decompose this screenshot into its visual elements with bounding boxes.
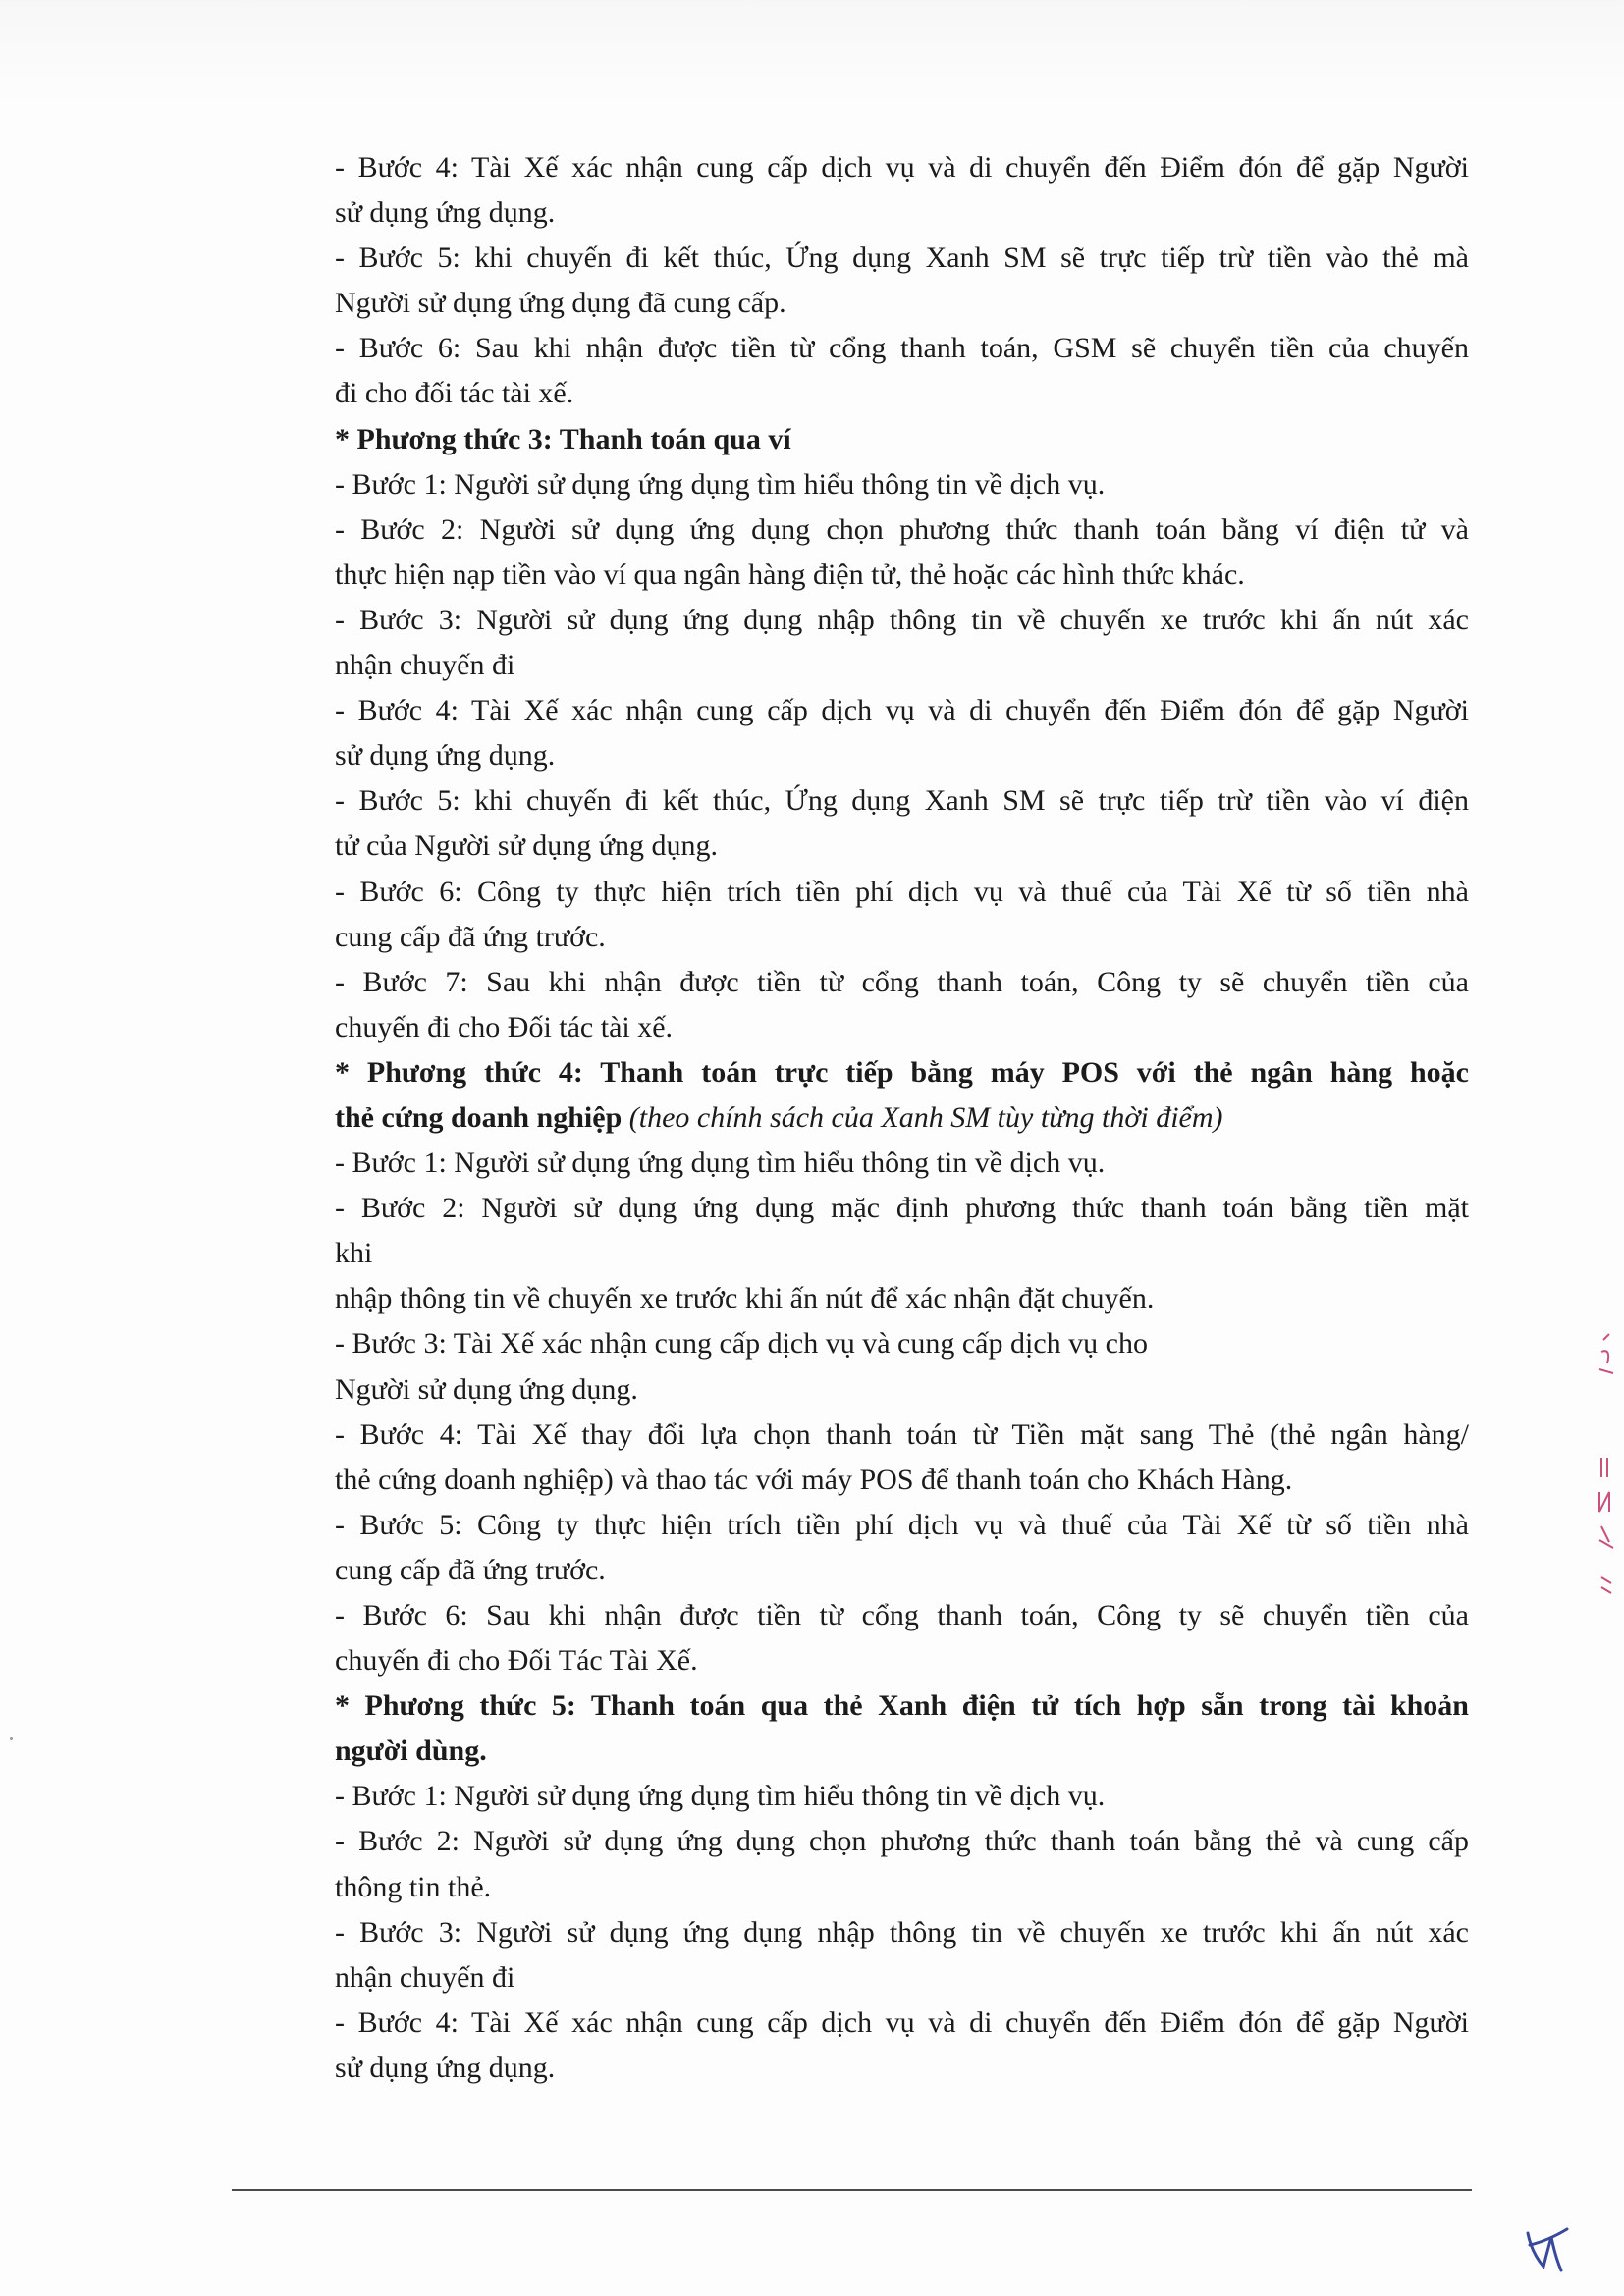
footer-rule: [232, 2189, 1472, 2191]
text-line: - Bước 4: Tài Xế xác nhận cung cấp dịch vụ và di chuyển đến Điểm đón để gặp Người: [335, 694, 1469, 727]
text-line: - Bước 6: Công ty thực hiện trích tiền phí dịch vụ và thuế của Tài Xế từ số tiền nhà: [335, 875, 1469, 908]
text-line: sử dụng ứng dụng.: [335, 196, 556, 230]
text-line: sử dụng ứng dụng.: [335, 2051, 556, 2084]
text-line: nhập thông tin về chuyến xe trước khi ấn nút để xác nhận đặt chuyến.: [335, 1282, 1155, 1315]
text-line: - Bước 3: Tài Xế xác nhận cung cấp dịch vụ và cung cấp dịch vụ cho: [335, 1327, 1148, 1361]
section-heading-method-4-cont: [335, 1095, 1469, 1141]
text-line: khi: [335, 1237, 373, 1270]
text-line: - Bước 5: khi chuyến đi kết thúc, Ứng dụng Xanh SM sẽ trực tiếp trừ tiền vào thẻ mà: [335, 241, 1469, 275]
text-line: nhận chuyến đi: [335, 1960, 515, 1994]
section-heading-method-5-cont: người dùng.: [335, 1735, 487, 1768]
text-line: cung cấp đã ứng trước.: [335, 920, 606, 953]
text-line: - Bước 3: Người sử dụng ứng dụng nhập thông tin về chuyến xe trước khi ấn nút xác: [335, 1915, 1469, 1949]
text-line: cung cấp đã ứng trước.: [335, 1553, 606, 1586]
section-heading-method-3: * Phương thức 3: Thanh toán qua ví: [335, 422, 791, 455]
text-line: - Bước 1: Người sử dụng ứng dụng tìm hiểu thông tin về dịch vụ.: [335, 1147, 1106, 1180]
text-line: - Bước 4: Tài Xế thay đổi lựa chọn thanh toán từ Tiền mặt sang Thẻ (thẻ ngân hàng/: [335, 1417, 1469, 1451]
text-line: - Bước 4: Tài Xế xác nhận cung cấp dịch vụ và di chuyển đến Điểm đón để gặp Người: [335, 2005, 1469, 2039]
heading-bold-part: thẻ cứng doanh nghiệp: [335, 1100, 623, 1134]
text-line: đi cho đối tác tài xế.: [335, 377, 574, 410]
text-line: - Bước 2: Người sử dụng ứng dụng chọn phương thức thanh toán bằng thẻ và cung cấp: [335, 1825, 1469, 1858]
text-line: sử dụng ứng dụng.: [335, 739, 556, 773]
document-body: [335, 145, 1469, 2091]
text-line: nhận chuyến đi: [335, 649, 515, 682]
section-heading-method-4: * Phương thức 4: Thanh toán trực tiếp bằng máy POS với thẻ ngân hàng hoặc: [335, 1055, 1469, 1089]
policy-note: (theo chính sách của Xanh SM tùy từng thời điểm): [628, 1100, 1223, 1134]
text-line: - Bước 4: Tài Xế xác nhận cung cấp dịch vụ và di chuyển đến Điểm đón để gặp Người: [335, 151, 1469, 184]
text-line: thực hiện nạp tiền vào ví qua ngân hàng điện tử, thẻ hoặc các hình thức khác.: [335, 558, 1245, 591]
text-line: Người sử dụng ứng dụng.: [335, 1372, 638, 1406]
section-heading-method-5: * Phương thức 5: Thanh toán qua thẻ Xanh điện tử tích hợp sẵn trong tài khoản: [335, 1689, 1469, 1723]
text-line: - Bước 5: khi chuyến đi kết thúc, Ứng dụng Xanh SM sẽ trực tiếp trừ tiền vào ví điện: [335, 784, 1469, 818]
initials-mark: [1522, 2223, 1581, 2282]
scan-top-edge: [0, 0, 1624, 106]
text-line: Người sử dụng ứng dụng đã cung cấp.: [335, 287, 786, 320]
text-line: - Bước 1: Người sử dụng ứng dụng tìm hiểu thông tin về dịch vụ.: [335, 467, 1106, 501]
text-line: - Bước 7: Sau khi nhận được tiền từ cổng thanh toán, Công ty sẽ chuyển tiền của: [335, 965, 1469, 998]
text-line: - Bước 6: Sau khi nhận được tiền từ cổng thanh toán, Công ty sẽ chuyển tiền của: [335, 1599, 1469, 1631]
text-line: - Bước 2: Người sử dụng ứng dụng chọn phương thức thanh toán bằng ví điện tử và: [335, 512, 1469, 546]
text-line: - Bước 5: Công ty thực hiện trích tiền phí dịch vụ và thuế của Tài Xế từ số tiền nhà: [335, 1508, 1469, 1541]
text-line: - Bước 1: Người sử dụng ứng dụng tìm hiểu thông tin về dịch vụ.: [335, 1780, 1106, 1813]
scan-speck: [10, 1737, 13, 1740]
text-line: - Bước 2: Người sử dụng ứng dụng mặc định phương thức thanh toán bằng tiền mặt: [335, 1192, 1469, 1225]
text-line: tử của Người sử dụng ứng dụng.: [335, 829, 719, 863]
text-line: thẻ cứng doanh nghiệp) và thao tác với máy POS để thanh toán cho Khách Hàng.: [335, 1463, 1293, 1496]
text-line: - Bước 3: Người sử dụng ứng dụng nhập thông tin về chuyến xe trước khi ấn nút xác: [335, 603, 1469, 636]
text-line: thông tin thẻ.: [335, 1870, 492, 1903]
text-line: - Bước 6: Sau khi nhận được tiền từ cổng thanh toán, GSM sẽ chuyển tiền của chuyến: [335, 332, 1469, 365]
text-line: chuyến đi cho Đối tác tài xế.: [335, 1010, 674, 1043]
margin-stamp-marks: [1596, 1330, 1623, 1634]
text-line: chuyến đi cho Đối Tác Tài Xế.: [335, 1644, 698, 1678]
